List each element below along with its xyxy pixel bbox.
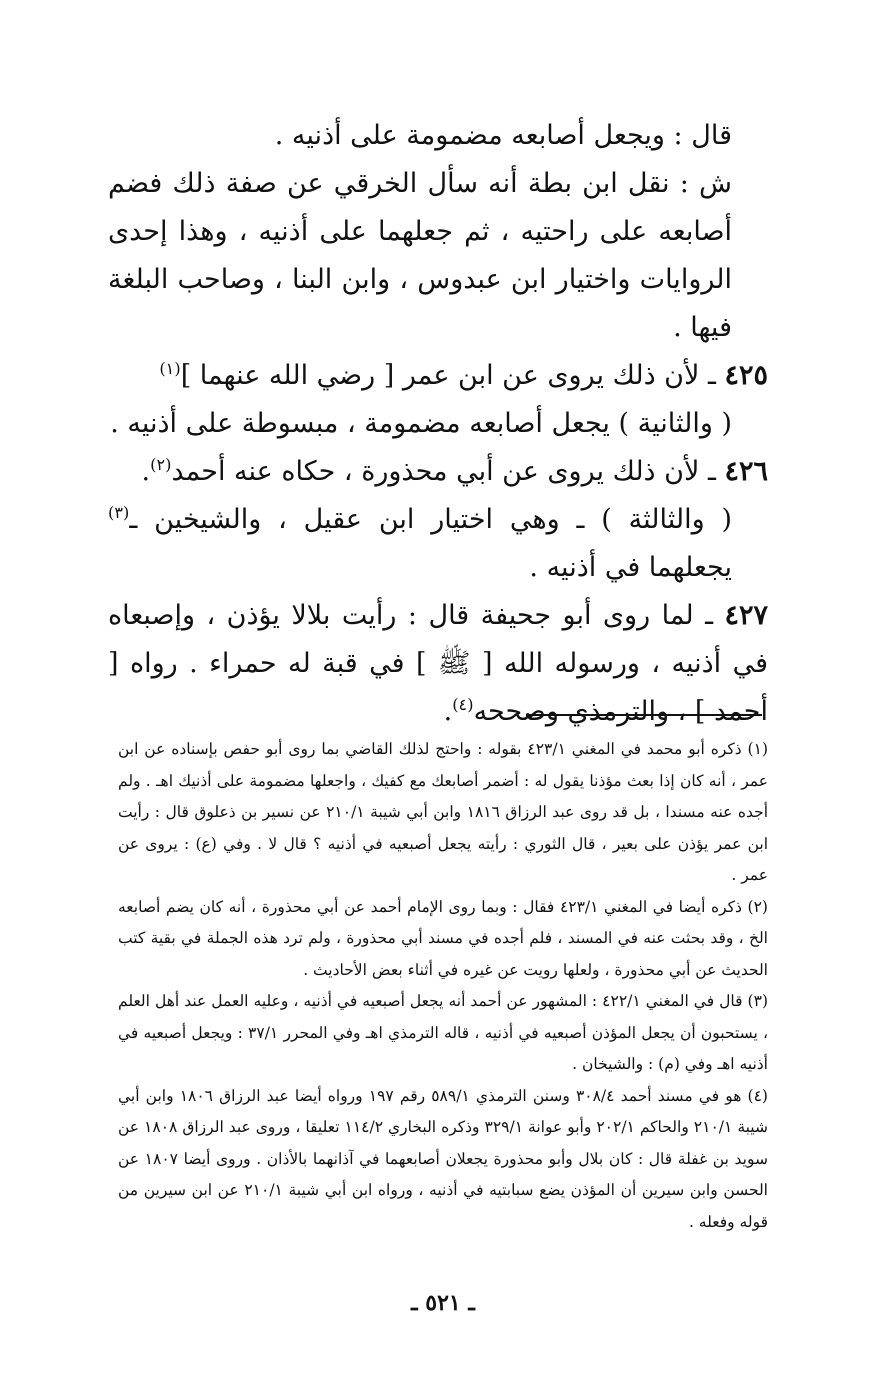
main-text (108, 112, 768, 736)
paragraph-426-cont-end: يجعلهما في أذنيه . (529, 552, 732, 583)
paragraph-426-cont (108, 496, 768, 592)
paragraph-426-end: . (141, 456, 151, 487)
paragraph-426-text: ـ لأن ذلك يروى عن أبي محذورة ، حكاه عنه أحمد (171, 456, 716, 487)
footnote-ref-2: (٢) (150, 455, 172, 474)
footnotes (118, 734, 768, 1238)
paragraph-425-cont: ( والثانية ) يجعل أصابعه مضمومة ، مبسوطة على أذنيه . (110, 408, 732, 439)
footnote-ref-1: (١) (159, 359, 181, 378)
paragraph-number-427: ٤٢٧ (724, 600, 768, 631)
paragraph-427-text: ـ لما روى أبو جحيفة قال : رأيت بلالا يؤذن ، وإصبعاه في أذنيه ، ورسوله الله [ ﷺ ] في قبة له حمراء . رواه [ أحمد ] ، والترمذي وصححه (108, 600, 768, 727)
footnote-1: (١) ذكره أبو محمد في المغني ٤٢٣/١ بقوله : واحتج لذلك القاضي بما روى أبو حفص بإسناده عن ابن عمر ، أنه كان إذا بعث مؤذنا يقول له : أضمر أصابعك مع كفيك ، واجعلها مضمومة على أذنيك اهـ . ولم أجده عنه مسندا ، بل قد روى عبد الرزاق ١٨١٦ وابن أبي شيبة ٢١٠/١ عن نسير بن ذعلوق قال : رأيت ابن عمر يؤذن على بعير ، قال الثوري : رأيته يجعل أصبعيه في أذنيه ؟ قال لا . وفي (ع) : يروى عن عمر . (118, 740, 769, 884)
paragraph-426-cont-text: ( والثالثة ) ـ وهي اختيار ابن عقيل ، والشيخين ـ (129, 504, 732, 535)
footnote-ref-4: (٤) (452, 695, 474, 714)
footnote-ref-3: (٣) (108, 503, 130, 522)
paragraph-426 (108, 448, 768, 496)
footnote-3: (٣) قال في المغني ٤٢٢/١ : المشهور عن أحمد أنه يجعل أصبعيه في أذنيه ، وعليه العمل عند أهل العلم ، يستحبون أن يجعل المؤذن أصبعيه في أذنيه ، قاله الترمذي اهـ وفي المحرر ٣٧/١ : ويجعل أصبعيه في أذنيه اهـ وفي (م) : والشيخان . (118, 992, 768, 1073)
footnote-2: (٢) ذكره أيضا في المغني ٤٢٣/١ فقال : وبما روى الإمام أحمد عن أبي محذورة ، أنه كان يضم أصابعه الخ ، وقد بحثت عنه في المسند ، فلم أجده في مسند أبي محذورة ، ولم ترد هذه الجملة في بقية كتب الحديث عن أبي محذورة ، ولعلها رويت عن غيره في أثناء بعض الأحاديث . (118, 897, 768, 979)
page-number: ـ ٥٢١ ـ (411, 1290, 475, 1316)
paragraph-425 (108, 352, 768, 400)
footnote-divider (526, 714, 762, 716)
paragraph-sh: ش : نقل ابن بطة أنه سأل الخرقي عن صفة ذلك فضم أصابعه على راحتيه ، ثم جعلهما على أذنيه ، وهذا إحدى الروايات واختيار ابن عبدوس ، وابن البنا ، وصاحب البلغة فيها . (108, 168, 732, 343)
paragraph-425-text: ـ لأن ذلك يروى عن ابن عمر [ رضي الله عنهما ] (180, 360, 716, 391)
paragraph-number-425: ٤٢٥ (724, 360, 768, 391)
text-line-intro: قال : ويجعل أصابعه مضمومة على أذنيه . (274, 120, 732, 151)
paragraph-number-426: ٤٢٦ (724, 456, 768, 487)
paragraph-427-end: . (443, 696, 453, 727)
footnote-4: (٤) هو في مسند أحمد ٣٠٨/٤ وسنن الترمذي ٥٨٩/١ رقم ١٩٧ ورواه أيضا عبد الرزاق ١٨٠٦ وابن أبي شيبة ٢١٠/١ والحاكم ٢٠٢/١ وأبو عوانة ٣٢٩/١ وذكره البخاري ١١٤/٢ تعليقا ، وروى عبد الرزاق ١٨٠٨ عن سويد بن غفلة قال : كان بلال وأبو محذورة يجعلان أصابعهما في آذانهما بالأذان . وروى أيضا ١٨٠٧ عن الحسن وابن سيرين أن المؤذن يضع سبابتيه في أذنيه ، ورواه ابن أبي شيبة ٢١٠/١ عن ابن سيرين من قوله وفعله . (118, 1086, 768, 1231)
